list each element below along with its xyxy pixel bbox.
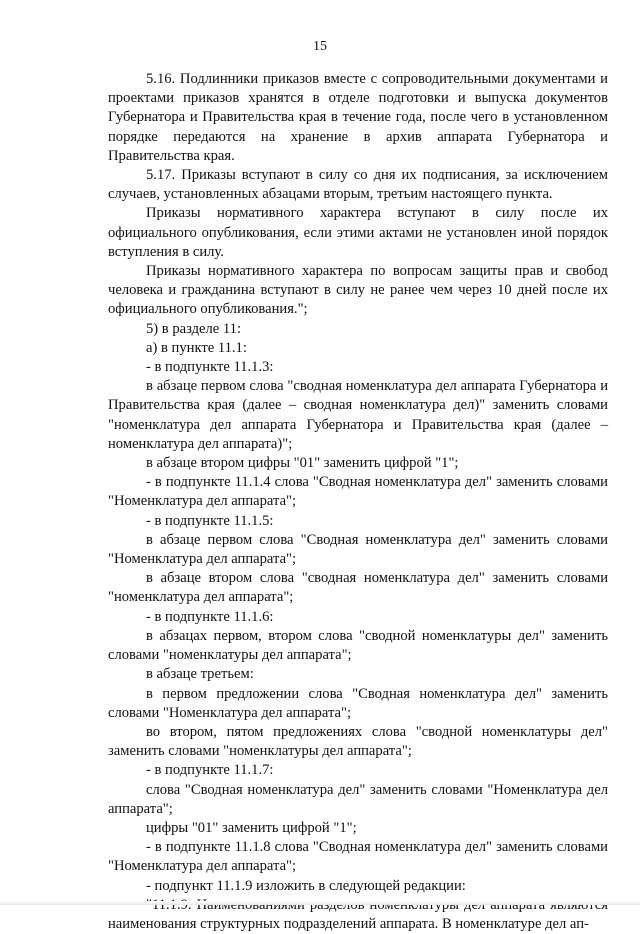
paragraph-subitem-11-1-5: - в подпункте 11.1.5: <box>146 512 274 529</box>
paragraph-subitem-11-1-3: - в подпункте 11.1.3: <box>146 359 274 376</box>
paragraph-subitem-11-1-7: - в подпункте 11.1.7: <box>146 762 274 779</box>
paragraph-11-1-7-digits: цифры "01" заменить цифрой "1"; <box>146 819 357 836</box>
paragraph-11-1-6-other-sentences: во втором, пятом предложениях слова "сводной номенклатуры дел" заменить словами "номенклатуры дел аппарата"; <box>108 723 608 760</box>
paragraph-section-11: 5) в разделе 11: <box>146 320 242 337</box>
paragraph-5-16: 5.16. Подлинники приказов вместе с сопроводительными документами и проектами приказов хранятся в отделе подготовки и выпуска документов Губернатора и Правительства края в течение года, после чего в установленном порядке передаются на хранение в архив аппарата Губернатора и Правительства края. <box>108 71 608 164</box>
paragraph-11-1-6-first-second: в абзацах первом, втором слова "сводной номенклатуры дел" заменить словами "номенклатуры дел аппарата"; <box>108 627 608 664</box>
paragraph-subitem-11-1-9: - подпункт 11.1.9 изложить в следующей редакции: <box>146 877 466 894</box>
paragraph-11-1-7-words: слова "Сводная номенклатура дел" заменить словами "Номенклатура дел аппарата"; <box>108 781 608 817</box>
page-bottom-edge <box>0 901 640 905</box>
paragraph-11-1-3-second: в абзаце втором цифры "01" заменить цифрой "1"; <box>146 455 459 472</box>
paragraph-subitem-11-1-4: - в подпункте 11.1.4 слова "Сводная номенклатура дел" заменить словами "Номенклатура дел аппарата"; <box>108 474 608 510</box>
paragraph-11-1-6-third: в абзаце третьем: <box>146 666 254 683</box>
paragraph-11-1-5-first: в абзаце первом слова "Сводная номенклатура дел" заменить словами "Номенклатура дел аппарата"; <box>108 531 608 568</box>
paragraph-subitem-11-1-8: - в подпункте 11.1.8 слова "Сводная номенклатура дел" заменить словами "Номенклатура дел аппарата"; <box>108 839 608 875</box>
paragraph-11-1-3-first: в абзаце первом слова "сводная номенклатура дел аппарата Губернатора и Правительства края (далее – сводная номенклатура дел)" заменить словами "номенклатура дел аппарата Губернатора и Правительства края (далее – номенклатура дел аппарата)"; <box>108 378 608 452</box>
paragraph-5-17: 5.17. Приказы вступают в силу со дня их подписания, за исключением случаев, установленных абзацами вторым, третьим настоящего пункта. <box>108 167 608 203</box>
document-body <box>108 70 608 934</box>
paragraph-rights-orders: Приказы нормативного характера по вопросам защиты прав и свобод человека и гражданина вступают в силу не ранее чем через 10 дней после их официального опубликования."; <box>108 263 608 318</box>
paragraph-subitem-11-1-6: - в подпункте 11.1.6: <box>146 608 274 625</box>
paragraph-item-11-1: а) в пункте 11.1: <box>146 339 247 356</box>
paragraph-11-1-5-second: в абзаце втором слова "сводная номенклатура дел" заменить словами "номенклатура дел аппарата"; <box>108 570 608 606</box>
paragraph-normative-orders: Приказы нормативного характера вступают в силу после их официального опубликования, если этими актами не установлен иной порядок вступления в силу. <box>108 205 608 260</box>
page-number: 15 <box>313 39 327 54</box>
paragraph-11-1-6-first-sentence: в первом предложении слова "Сводная номенклатура дел" заменить словами "Номенклатура дел аппарата"; <box>108 685 608 721</box>
paragraph-11-1-9-text: наименования структурных подразделений аппарата. В номенклатуре дел ап- <box>108 915 589 932</box>
